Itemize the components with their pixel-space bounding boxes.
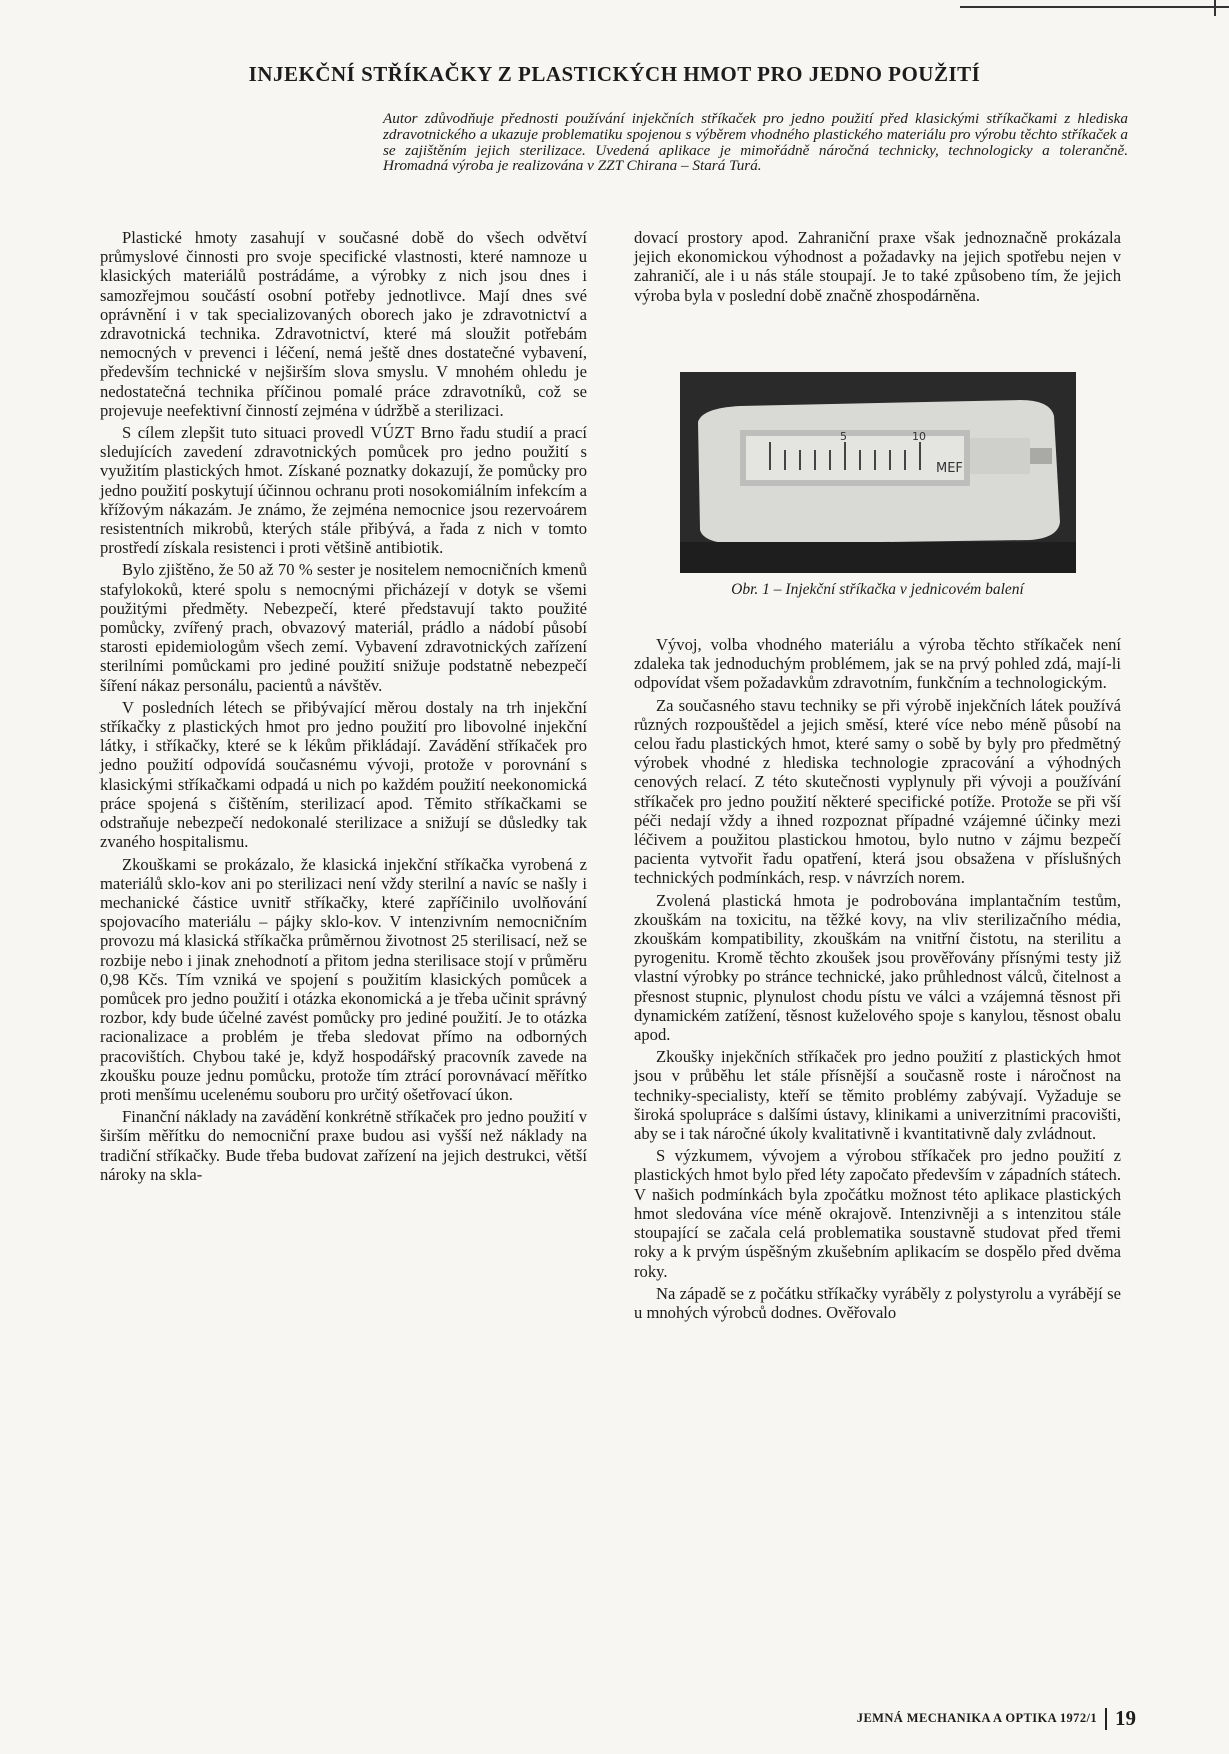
article-title: INJEKČNÍ STŘÍKAČKY Z PLASTICKÝCH HMOT PRO JEDNO POUŽITÍ: [248, 62, 981, 86]
paragraph: Bylo zjištěno, že 50 až 70 % sester je nositelem nemocničních kmenů stafylokoků, které spolu s nemocnými přicházejí v dotyk se všemi použitými předměty. Nebezpečí, které představují takto použité pomůcky, zvířený prach, obvazový materiál, prádlo a nádobí působí starosti epidemiologům všech zemí. Vybavení zdravotnických zařízení sterilními pomůckami pro jediné použití snižuje podstatně nebezpečí šíření nákaz personálu, pacientů a návštěv.: [100, 560, 587, 695]
paragraph: Finanční náklady na zavádění konkrétně stříkaček pro jedno použití v širším měřítku do nemocniční praxe budou asi vyšší než náklady na tradiční stříkačky. Bude třeba budovat zařízení na jejich destrukci, větší nároky na skla-: [100, 1107, 587, 1184]
paragraph-continuation: dovací prostory apod. Zahraniční praxe však jednoznačně prokázala jejich ekonomickou výhodnost a požadavky na jejich spotřebu nejen v zahraničí, ale i u nás stále stoupají. Je to také způsobeno tím, že jejich výroba byla v poslední době značně zhospodárněna.: [634, 228, 1121, 305]
syringe-illustration: [680, 372, 1076, 573]
page-footer: [810, 1706, 1136, 1731]
right-column: [634, 635, 1121, 1325]
article-abstract: Autor zdůvodňuje přednosti používání injekčních stříkaček pro jedno použití před klasickými stříkačkami z hlediska zdravotnického a ukazuje problematiku spojenou s výběrem vhodného plastického materiálu pro výrobu těchto stříkaček a se zajištěním jejich sterilizace. Uvedená aplikace je mimořádně náročná technicky, technologicky a tolerančně. Hromadná výroba je realizována v ZZT Chirana – Stará Turá.: [383, 110, 1128, 175]
page-number: 19: [1115, 1706, 1136, 1730]
journal-name: JEMNÁ MECHANIKA A OPTIKA 1972/1: [856, 1711, 1097, 1725]
corner-rule: [960, 6, 1229, 8]
footer-divider: [1105, 1708, 1107, 1730]
paragraph: Za současného stavu techniky se při výrobě injekčních látek používá různých rozpouštědel a jejich směsí, které více nebo méně působí na celou řadu plastických hmot, které samy o sobě by byly pro předmětný výrobek vhodné z hlediska technologie zpracování a výhodných cenových relací. Z této skutečnosti vyplynuly při vývoji a používání stříkaček pro jedno použití některé specifické potíže. Protože se při vší péči nedají vždy a ihned rozpoznat případné vzájemné účinky mezi léčivem a použitou plastickou hmotou, bylo nutno v zájmu bezpečí pacienta vytvořit řadu opatření, která jsou obsažena v příslušných technických podmínkách, resp. v návrzích norem.: [634, 695, 1121, 888]
paragraph: Zkouškami se prokázalo, že klasická injekční stříkačka vyrobená z materiálů sklo-kov ani po sterilizaci není vždy sterilní a navíc se našly i mechanické částice uvnitř stříkačky, které zapříčinilo uvolňování spojovacího materiálu – pájky sklo-kov. V intenzivním nemocničním provozu má klasická stříkačka průměrnou životnost 25 sterilisací, než se rozbije nebo i jinak znehodnotí a přitom jedna sterilisace stojí v průměru 0,98 Kčs. Tím vzniká ve spojení s použitím klasických pomůcek a pomůcek pro jedno použití i otázka ekonomická a je třeba učinit správný rozbor, kdy bude účelné zavést pomůcky pro jediné použití. Je to otázka racionalizace a problém je třeba sledovat přímo na odborných pracovištích. Chybou také je, když hospodářský pracovník zavede na zkoušku pouze jednu pomůcku, protože tím ztrácí porovnávací měřítko proti menšímu ucelenému souboru pro určitý ošetřovací úkon.: [100, 854, 587, 1104]
syringe-photo: [680, 372, 1076, 573]
figure-caption: Obr. 1 – Injekční stříkačka v jednicovém balení: [731, 581, 1024, 598]
paragraph: S výzkumem, vývojem a výrobou stříkaček pro jedno použití z plastických hmot bylo před léty započato především v západních státech. V našich podmínkách byla zpočátku možnost této aplikace plastických hmot sledována více méně okrajově. Intenzivněji a s intenzitou stále stoupající se začala celá problematika soustavně studovat před třemi roky a k prvým úspěšným zkušebním aplikacím se dospělo před dvěma roky.: [634, 1146, 1121, 1281]
paragraph: V posledních létech se přibývající měrou dostaly na trh injekční stříkačky z plastických hmot pro jedno použití pro libovolné injekční látky, i stříkačky, které se k lékům přikládají. Zavádění stříkaček pro jedno použití odpovídá současnému vývoji, protože v porovnání s klasickými stříkačkami odpadá u nich po každém použití neekonomická práce spojená s čištěním, sterilizací apod. Těmito stříkačkami se odstraňuje nebezpečí nedokonalé sterilizace a snižují se důsledky tak zvaného hospitalismu.: [100, 697, 587, 852]
scale-label-5: 5: [840, 430, 847, 443]
paragraph: Zvolená plastická hmota je podrobována implantačním testům, zkouškám na toxicitu, na těžké kovy, na vliv sterilizačního média, zkouškám kompatibility, zkouškám na vnitřní čistotu, na sterilitu a pyrogenitu. Kromě těchto zkoušek jsou prověřovány přísnými testy již vlastní výrobky po stránce technické, jako průhlednost válců, čitelnost a přesnost stupnic, plynulost chodu pístu ve válci a vzájemná těsnost při dynamickém zatížení, těsnost kuželového spoje s kanylou, těsnost obalu apod.: [634, 890, 1121, 1045]
left-column: [100, 228, 587, 1187]
paragraph: S cílem zlepšit tuto situaci provedl VÚZT Brno řadu studií a prací sledujících zavedení zdravotnických pomůcek pro jedno použití s využitím plastických hmot. Získané poznatky dokazují, že pomůcky pro jedno použití poskytují účinnou ochranu proti nosokomiálním infekcím a křížovým nákazám. Je známo, že zejména nemocnice jsou rezervoárem resistentních mikrobů, kterých stále přibývá, a řada z nich v tomto prostředí získala resistenci i proti většině antibiotik.: [100, 423, 587, 558]
brand-label: MEF: [936, 461, 963, 476]
paragraph: Plastické hmoty zasahují v současné době do všech odvětví průmyslové činnosti pro svoje specifické vlastnosti, které namnoze u klasických materiálů postrádáme, a výrobky z nich jsou dnes i samozřejmou součástí osobní potřeby jednotlivce. Mají dnes své oprávnění i v tak specializovaných oborech jako je zdravotnictví a zdravotnická technika. Zdravotnictví, které má sloužit potřebám nemocných v prevenci i léčení, nemá ještě dnes dostatečné vybavení, především technické v nejširším slova smyslu. V mnohém ohledu je nedostatečná technika příčinou pomalé práce zdravotníků, což se projevuje neefektivní činností zejména v údržbě a sterilizaci.: [100, 228, 587, 420]
corner-tick: [1214, 0, 1216, 16]
paragraph: Zkoušky injekčních stříkaček pro jedno použití z plastických hmot jsou v průběhu let stále přísnější a současně roste i náročnost na techniky-specialisty, kteří se těmito problémy zabývají. Vyžaduje se široká spolupráce s dalšími ústavy, klinikami a univerzitními pracovišti, aby se i tak náročné úkoly kvalitativně i kvantitativně daly zvládnout.: [634, 1047, 1121, 1144]
paragraph: Vývoj, volba vhodného materiálu a výroba těchto stříkaček není zdaleka tak jednoduchým problémem, jak se na prvý pohled zdá, mají-li odpovídat všem požadavkům zdravotním, funkčním a technologickým.: [634, 635, 1121, 693]
right-column-top: [634, 228, 1121, 308]
paragraph: Na západě se z počátku stříkačky vyráběly z polystyrolu a vyrábějí se u mnohých výrobců dodnes. Ověřovalo: [634, 1283, 1121, 1322]
scale-label-10: 10: [912, 430, 926, 443]
